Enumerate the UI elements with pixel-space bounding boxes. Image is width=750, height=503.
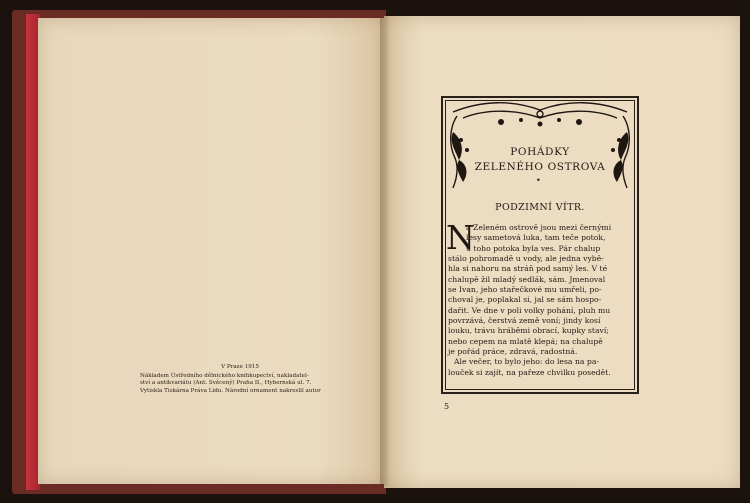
ornament-bullet: •	[536, 176, 541, 185]
book-title-line1: POHÁDKY	[510, 146, 570, 158]
colophon-line: Vytiskla Tiskárna Práva Lidu. Národní ornament nakreslil autor	[140, 387, 321, 394]
story-line: choval je, poplakal si, jal se sám hospo-	[448, 295, 602, 305]
story-line: chalupě žil mladý sedlák, sám. Jmenoval	[448, 274, 606, 284]
story-line: nebo cepem na mlatě klepá; na chalupě	[448, 336, 603, 346]
colophon-line: ství a antikvariátu (Ant. Svěcený) Praha II., Hybernská ul. 7.	[140, 380, 312, 387]
story-line: povrzává, čerstvá země voní; jindy kosí	[448, 316, 601, 326]
story-line: dařit. Ve dne v poli volky pohání, pluh mu	[448, 305, 611, 315]
book-title-line2: ZELENÉHO OSTROVA	[474, 161, 606, 173]
story-line: stálo pohromadě u vody, ale jedna vybě-	[448, 254, 604, 264]
story-line: louček si zajít, na pařeze chvilku posedět.	[448, 367, 611, 377]
story-line: Ale večer, to bylo jeho: do lesa na pa-	[454, 357, 600, 367]
story-line: se Ivan, jeho stařečkové mu umřeli, po-	[448, 285, 602, 295]
colophon-line: Nákladem Ústředního dělnického knihkupectví, nakladatel-	[140, 372, 309, 379]
story-line: u toho potoka byla ves. Pár chalup	[466, 243, 601, 253]
story-line: louku, trávu hráběmi obrací, kupky staví;	[448, 326, 609, 336]
book-gutter	[380, 16, 390, 486]
story-line: je pořád práce, zdravá, radostná.	[448, 347, 578, 357]
left-page	[38, 18, 384, 484]
story-line: a Zeleném ostrově jsou mezi černými	[466, 223, 612, 232]
drop-cap: N	[446, 218, 475, 257]
chapter-title: PODZIMNÍ VÍTR.	[495, 202, 585, 213]
colophon	[140, 364, 340, 395]
story-line: lesy sametová luka, tam teče potok,	[466, 233, 606, 243]
story-text	[446, 218, 636, 378]
story-line: hla si nahoru na stráň pod samý les. V té	[448, 264, 608, 274]
page-number: 5	[444, 402, 450, 411]
colophon-title: V Praze 1915	[221, 364, 259, 370]
